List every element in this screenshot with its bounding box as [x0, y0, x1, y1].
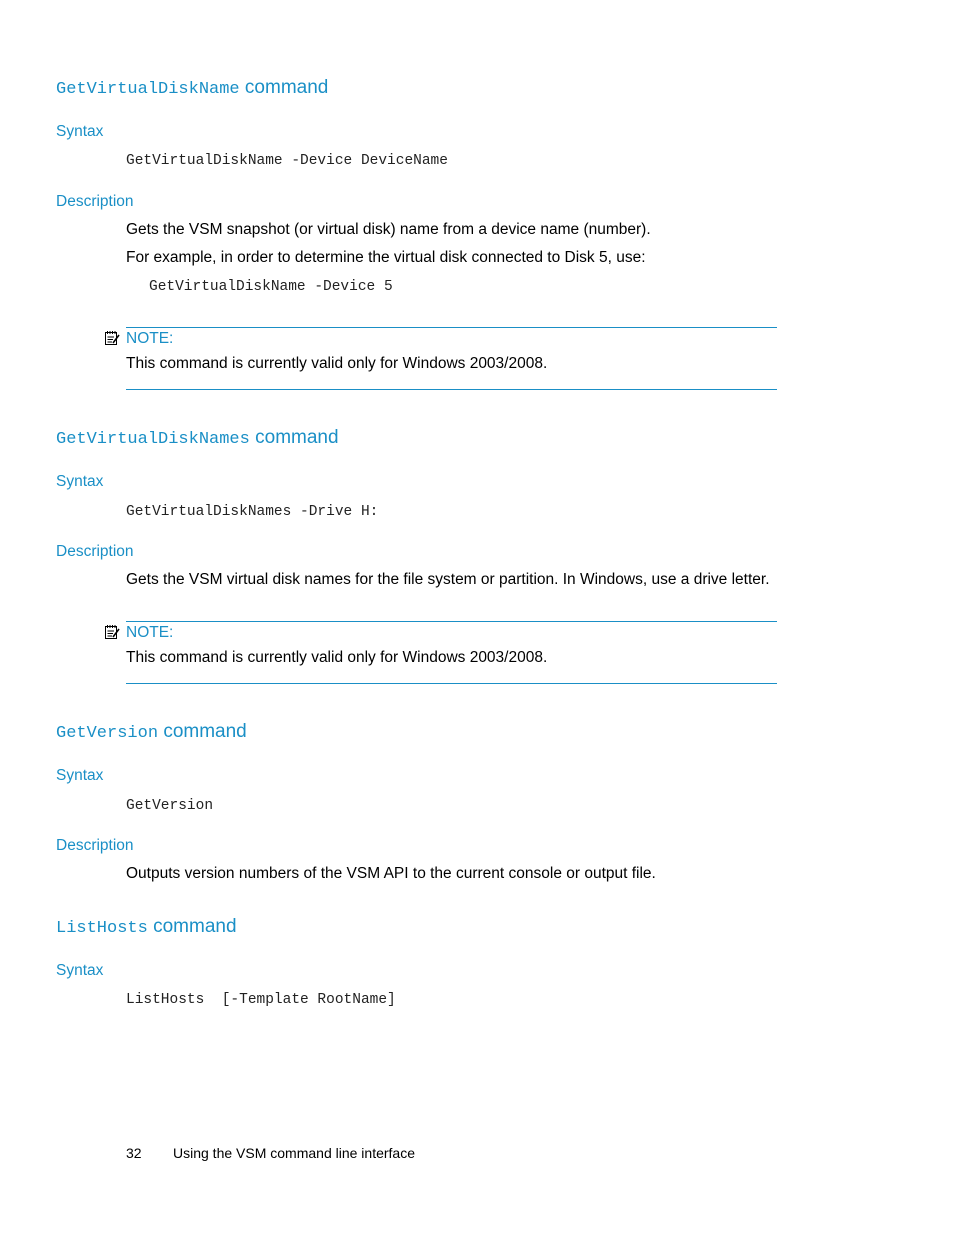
- note-bottom-rule: [126, 683, 777, 684]
- section-heading-getvirtualdisknames: [56, 427, 339, 449]
- syntax-code: GetVersion: [126, 798, 214, 814]
- section-heading-getversion: [56, 721, 247, 743]
- page-number: 32: [126, 1145, 142, 1161]
- syntax-label: Syntax: [56, 962, 104, 979]
- note-bottom-rule: [126, 389, 777, 390]
- command-suffix: command: [163, 721, 247, 742]
- note-text: This command is currently valid only for Windows 2003/2008.: [126, 355, 548, 372]
- description-label: Description: [56, 193, 134, 210]
- section-heading-listhosts: [56, 916, 237, 938]
- command-suffix: command: [255, 427, 339, 448]
- description-text: Gets the VSM virtual disk names for the file system or partition. In Windows, use a drive letter.: [126, 571, 770, 588]
- example-code: GetVirtualDiskName -Device 5: [149, 279, 393, 295]
- description-text: Gets the VSM snapshot (or virtual disk) name from a device name (number).: [126, 221, 651, 238]
- footer-title: Using the VSM command line interface: [173, 1145, 415, 1161]
- note-label: NOTE:: [126, 624, 174, 641]
- syntax-code: GetVirtualDiskName -Device DeviceName: [126, 153, 448, 169]
- note-top-rule: [126, 621, 777, 622]
- description-text: Outputs version numbers of the VSM API to the current console or output file.: [126, 865, 656, 882]
- section-heading-getvirtualdiskname: [56, 77, 328, 99]
- command-name: GetVersion: [56, 724, 159, 743]
- command-name: GetVirtualDiskNames: [56, 430, 250, 449]
- note-top-rule: [126, 327, 777, 328]
- syntax-label: Syntax: [56, 473, 104, 490]
- note-text: This command is currently valid only for Windows 2003/2008.: [126, 649, 548, 666]
- command-suffix: command: [153, 916, 237, 937]
- command-name: GetVirtualDiskName: [56, 80, 240, 99]
- note-pad-icon: [104, 330, 120, 346]
- note-label: NOTE:: [126, 330, 174, 347]
- syntax-label: Syntax: [56, 767, 104, 784]
- syntax-code: ListHosts [-Template RootName]: [126, 992, 396, 1008]
- description-label: Description: [56, 837, 134, 854]
- syntax-label: Syntax: [56, 123, 104, 140]
- note-pad-icon: [104, 624, 120, 640]
- syntax-code: GetVirtualDiskNames -Drive H:: [126, 504, 379, 520]
- command-suffix: command: [244, 77, 329, 98]
- command-name: ListHosts: [56, 919, 148, 938]
- description-text: For example, in order to determine the virtual disk connected to Disk 5, use:: [126, 249, 646, 266]
- description-label: Description: [56, 543, 134, 560]
